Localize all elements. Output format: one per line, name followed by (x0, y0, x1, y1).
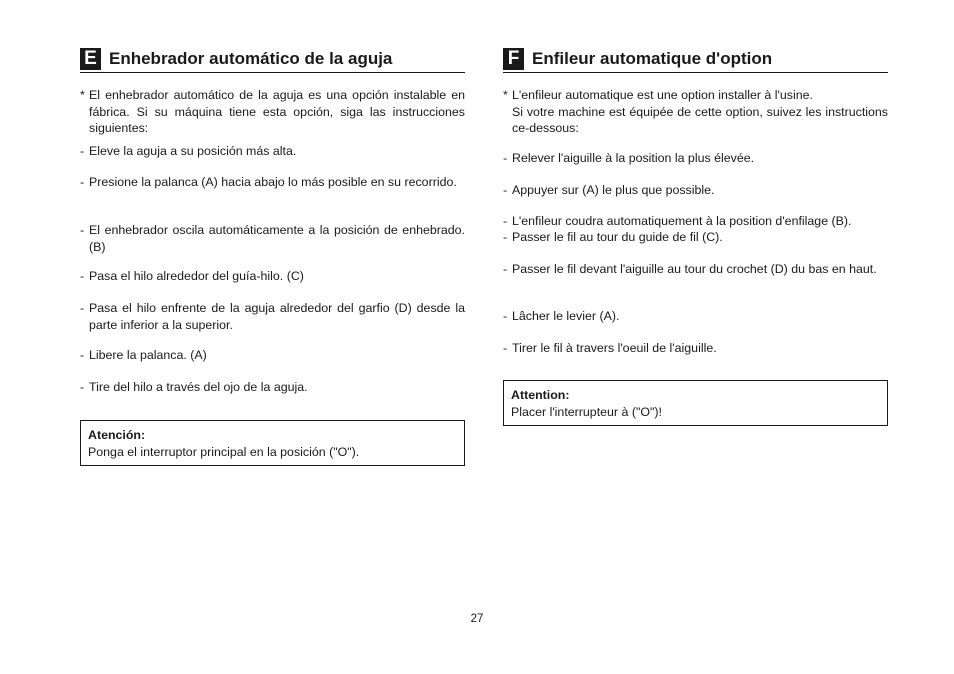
step-text: El enhebrador oscila automáticamente a la posición de enhebrado. (B) (89, 223, 465, 254)
french-intro (503, 87, 888, 137)
dash-marker: - (503, 341, 508, 355)
notice-text: Placer l'interrupteur à ("O")! (511, 404, 662, 419)
list-item (503, 308, 888, 325)
dash-marker: - (80, 380, 85, 394)
list-item (80, 300, 465, 333)
list-item (503, 182, 888, 199)
step-text: Eleve la aguja a su posición más alta. (89, 144, 297, 158)
list-item (80, 174, 465, 191)
dash-marker: - (503, 262, 508, 276)
step-text: L'enfileur coudra automatiquement à la position d'enfilage (B). (512, 214, 852, 228)
step-text: Passer le fil au tour du guide de fil (C). (512, 230, 723, 244)
spanish-intro-text: El enhebrador automático de la aguja es una opción instalable en fábrica. Si su máquina tiene esta opción, siga las instrucciones siguientes: (89, 88, 465, 135)
dash-marker: - (503, 309, 508, 323)
list-item (503, 340, 888, 357)
dash-marker: - (80, 348, 85, 362)
list-item (503, 150, 888, 167)
list-item (80, 379, 465, 396)
dash-marker: - (80, 301, 85, 315)
french-letter-badge: F (503, 48, 524, 70)
dash-marker: - (80, 269, 85, 283)
step-text: Lâcher le levier (A). (512, 309, 620, 323)
list-item (503, 213, 888, 230)
spanish-letter-badge: E (80, 48, 101, 70)
step-text: Relever l'aiguille à la position la plus élevée. (512, 151, 755, 165)
page-number: 27 (470, 613, 484, 625)
step-text: Libere la palanca. (A) (89, 348, 207, 362)
step-text: Pasa el hilo alrededor del guía-hilo. (C) (89, 269, 304, 283)
spanish-title: Enhebrador automático de la aguja (109, 49, 393, 68)
french-title: Enfileur automatique d'option (532, 49, 773, 68)
list-item (80, 347, 465, 364)
step-text: Appuyer sur (A) le plus que possible. (512, 183, 715, 197)
french-heading (503, 46, 888, 73)
notice-text: Ponga el interruptor principal en la posición ("O"). (88, 444, 360, 459)
spanish-column (80, 46, 465, 459)
spanish-intro (80, 87, 465, 137)
notice-title: Attention: (511, 388, 570, 402)
dash-marker: - (80, 175, 85, 189)
french-column (503, 46, 888, 419)
spanish-heading (80, 46, 465, 73)
asterisk-marker: * (503, 88, 508, 102)
dash-marker: - (503, 183, 508, 197)
step-text: Tire del hilo a través del ojo de la aguja. (89, 380, 308, 394)
french-intro-line2: Si votre machine est équipée de cette option, suivez les instructions ce-dessous: (512, 104, 888, 135)
list-item (80, 268, 465, 285)
dash-marker: - (503, 151, 508, 165)
step-text: Tirer le fil à travers l'oeuil de l'aiguille. (512, 341, 717, 355)
list-item (80, 143, 465, 160)
step-text: Pasa el hilo enfrente de la aguja alrededor del garfio (D) desde la parte inferior a la superior. (89, 301, 465, 332)
list-item (503, 229, 888, 246)
spanish-notice-box (80, 420, 465, 466)
notice-title: Atención: (88, 428, 146, 442)
dash-marker: - (503, 214, 508, 228)
asterisk-marker: * (80, 88, 85, 102)
dash-marker: - (80, 223, 85, 237)
step-text: Presione la palanca (A) hacia abajo lo más posible en su recorrido. (89, 175, 457, 189)
list-item (503, 261, 888, 278)
list-item (80, 222, 465, 255)
dash-marker: - (503, 230, 508, 244)
dash-marker: - (80, 144, 85, 158)
french-intro-line1: L'enfileur automatique est une option installer à l'usine. (512, 88, 813, 102)
french-notice-box (503, 380, 888, 426)
step-text: Passer le fil devant l'aiguille au tour du crochet (D) du bas en haut. (512, 262, 877, 276)
